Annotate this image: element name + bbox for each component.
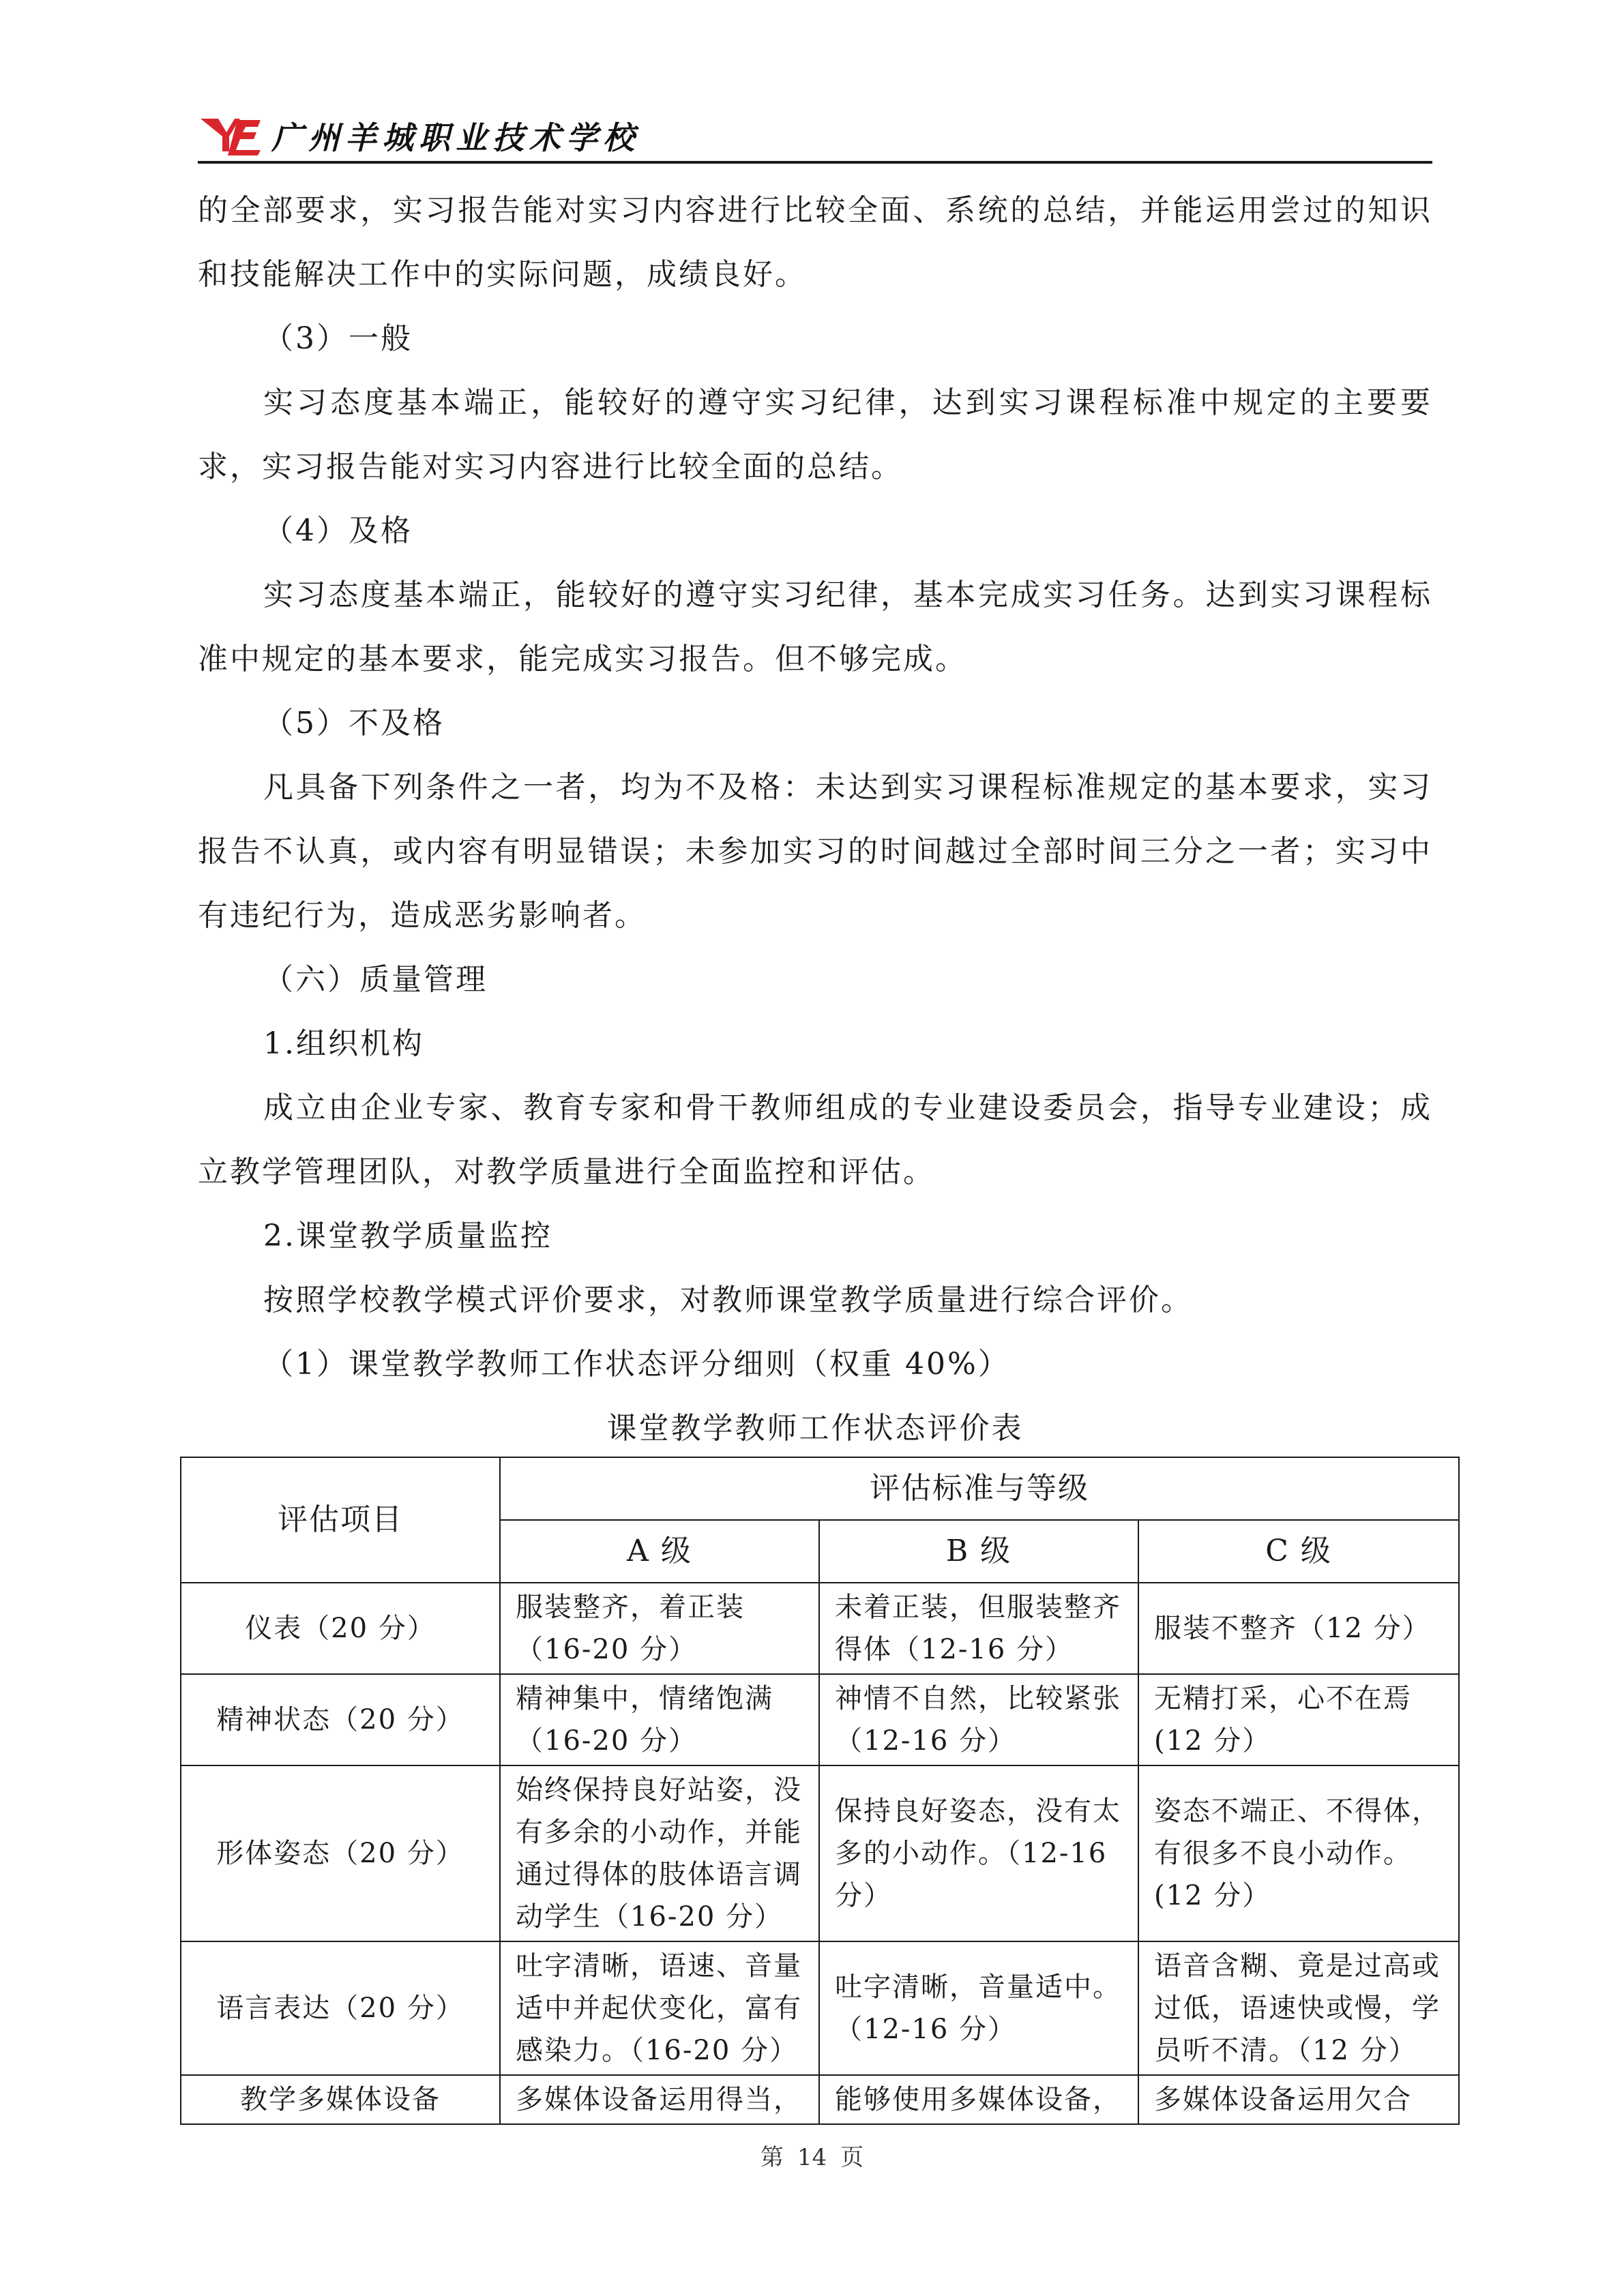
row-item: 形体姿态（20 分） [181,1765,500,1941]
table-row [181,1941,1459,2075]
school-name: 广州羊城职业技术学校 [271,119,640,156]
cell-c: 语音含糊、竟是过高或过低，语速快或慢，学员听不清。（12 分） [1138,1941,1459,2075]
row-item: 精神状态（20 分） [181,1674,500,1765]
section-heading: 2.课堂教学质量监控 [263,1219,552,1253]
cell-b: 未着正装，但服装整齐得体（12-16 分） [819,1583,1138,1674]
page-footer [0,2138,1624,2172]
table-row [181,2075,1459,2124]
cell-a: 吐字清晰，语速、音量适中并起伏变化，富有感染力。（16-20 分） [500,1941,819,2075]
cell-b: 保持良好姿态，没有太多的小动作。（12-16 分） [819,1765,1138,1941]
cell-a: 服装整齐，着正装（16-20 分） [500,1583,819,1674]
grade-a-header: A 级 [500,1520,819,1583]
paragraph: 实习态度基本端正，能较好的遵守实习纪律，达到实习课程标准中规定的主要要求，实习报告能对实习内容进行比较全面的总结。 [198,385,1432,484]
page-suffix: 页 [840,2144,864,2171]
section-heading: （3）一般 [263,321,413,356]
cell-a: 多媒体设备运用得当， [500,2075,819,2124]
header-item: 评估项目 [181,1457,500,1583]
evaluation-table [180,1457,1460,2125]
table-row [181,1674,1459,1765]
paragraph: 的全部要求，实习报告能对实习内容进行比较全面、系统的总结，并能运用尝过的知识和技能解决工作中的实际问题，成绩良好。 [198,193,1432,292]
row-item: 语言表达（20 分） [181,1941,500,2075]
cell-c: 多媒体设备运用欠合 [1138,2075,1459,2124]
page-header [198,109,1432,164]
cell-a: 精神集中，情绪饱满（16-20 分） [500,1674,819,1765]
cell-c: 服装不整齐（12 分） [1138,1583,1459,1674]
paragraph: 凡具备下列条件之一者，均为不及格：未达到实习课程标准规定的基本要求，实习报告不认真，或内容有明显错误；未参加实习的时间越过全部时间三分之一者；实习中有违纪行为，造成恶劣影响者。 [198,770,1432,933]
cell-c: 无精打采，心不在焉(12 分） [1138,1674,1459,1765]
row-item: 教学多媒体设备 [181,2075,500,2124]
section-heading: （5）不及格 [263,706,445,741]
cell-b: 能够使用多媒体设备， [819,2075,1138,2124]
row-item: 仪表（20 分） [181,1583,500,1674]
cell-b: 吐字清晰，音量适中。（12-16 分） [819,1941,1138,2075]
table-row [181,1765,1459,1941]
cell-b: 神情不自然，比较紧张（12-16 分） [819,1674,1138,1765]
body-text [198,179,1432,1461]
page-prefix: 第 [760,2144,784,2171]
section-heading: 1.组织机构 [263,1026,424,1061]
table-title: 课堂教学教师工作状态评价表 [606,1411,1024,1446]
grade-b-header: B 级 [819,1520,1138,1583]
paragraph: 实习态度基本端正，能较好的遵守实习纪律，基本完成实习任务。达到实习课程标准中规定的基本要求，能完成实习报告。但不够完成。 [198,578,1432,676]
cell-a: 始终保持良好站姿，没有多余的小动作，并能通过得体的肢体语言调动学生（16-20 分） [500,1765,819,1941]
page-number: 14 [797,2144,827,2171]
school-logo-icon [198,115,263,155]
paragraph: 按照学校教学模式评价要求，对教师课堂教学质量进行综合评价。 [263,1283,1193,1317]
grade-c-header: C 级 [1138,1520,1459,1583]
section-heading: （1）课堂教学教师工作状态评分细则（权重 40%） [263,1347,1010,1382]
table-row [181,1583,1459,1674]
section-heading: （4）及格 [263,513,413,548]
section-heading: （六）质量管理 [263,962,488,997]
paragraph: 成立由企业专家、教育专家和骨干教师组成的专业建设委员会，指导专业建设；成立教学管理团队，对教学质量进行全面监控和评估。 [198,1090,1432,1189]
cell-c: 姿态不端正、不得体，有很多不良小动作。(12 分） [1138,1765,1459,1941]
header-standard: 评估标准与等级 [500,1457,1459,1520]
